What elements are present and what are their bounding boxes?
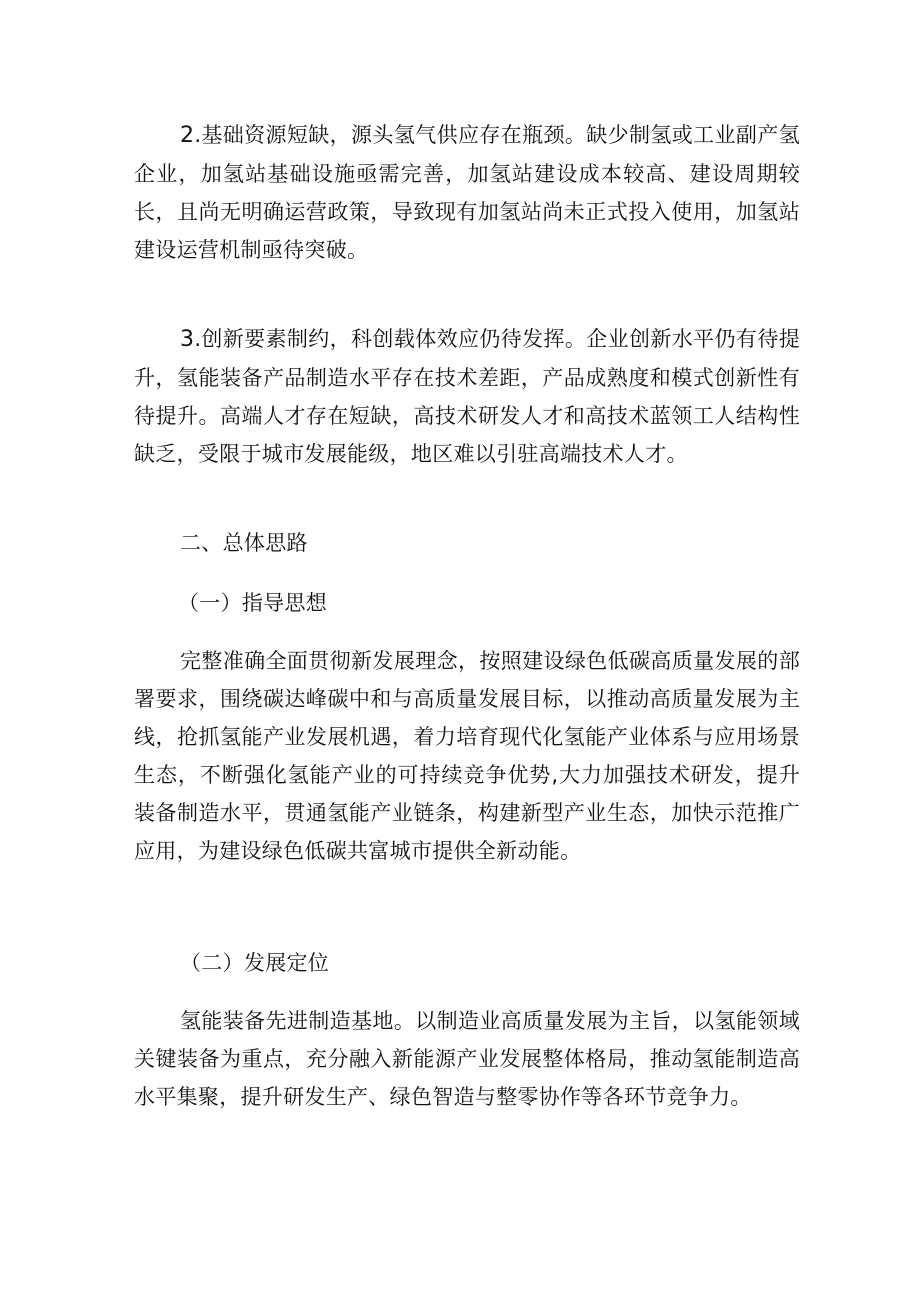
- paragraph-number: 3: [180, 327, 195, 352]
- paragraph-text: .创新要素制约，科创载体效应仍待发挥。企业创新水平仍有待提升，氢能装备产品制造水平存在技术差距，产品成熟度和模式创新性有待提升。高端人才存在短缺，高技术研发人才和高技术蓝领工人结构性缺乏，受限于城市发展能级，地区难以引驻高端技术人才。: [134, 327, 800, 466]
- section-heading-overall-approach: 二、总体思路: [180, 531, 308, 555]
- paragraph-positioning: 氢能装备先进制造基地。以制造业高质量发展为主旨，以氢能领域关键装备为重点，充分融入新能源产业发展整体格局，推动氢能制造高水平集聚，提升研发生产、绿色智造与整零协作等各环节竞争力。: [134, 1009, 800, 1109]
- paragraph-text: .基础资源短缺，源头氢气供应存在瓶颈。缺少制氢或工业副产氢企业，加氢站基础设施亟需完善，加氢站建设成本较高、建设周期较长，且尚无明确运营政策，导致现有加氢站尚未正式投入使用，加氢站建设运营机制亟待突破。: [134, 123, 800, 262]
- paragraph-innovation-constraint: [134, 320, 800, 473]
- subsection-heading-positioning: （二）发展定位: [180, 951, 330, 975]
- subsection-heading-guiding-thought: （一）指导思想: [178, 591, 328, 615]
- paragraph-guiding-thought: 完整准确全面贯彻新发展理念，按照建设绿色低碳高质量发展的部署要求，围绕碳达峰碳中和与高质量发展目标，以推动高质量发展为主线，抢抓氢能产业发展机遇，着力培育现代化氢能产业体系与应用场景生态，不断强化氢能产业的可持续竞争优势,大力加强技术研发，提升装备制造水平，贯通氢能产业链条，构建新型产业生态，加快示范推广应用，为建设绿色低碳共富城市提供全新动能。: [134, 649, 800, 863]
- paragraph-resource-shortage: [134, 116, 800, 269]
- paragraph-number: 2: [180, 123, 195, 148]
